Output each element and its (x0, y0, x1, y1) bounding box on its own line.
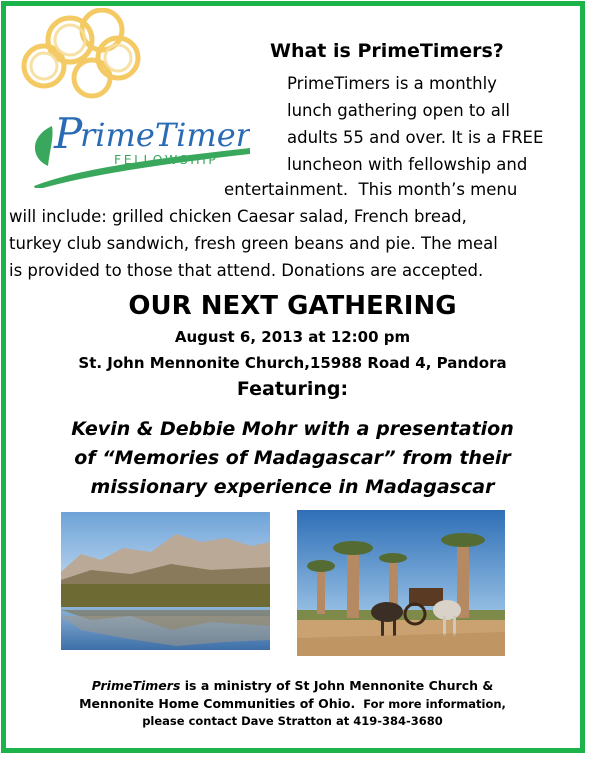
intro-line: luncheon with fellowship and (287, 155, 528, 174)
svg-text:P: P (54, 109, 83, 158)
footer-brand: PrimeTimers (91, 678, 181, 693)
intro-line: is provided to those that attend. Donations are accepted. (9, 261, 484, 280)
page-title: What is PrimeTimers? (270, 40, 504, 62)
mountain-lake-photo (61, 512, 270, 650)
intro-paragraph-top (287, 70, 577, 178)
footer-line-1 (0, 678, 585, 693)
primetimers-logo (10, 8, 250, 188)
presentation-line: of “Memories of Madagascar” from their (74, 447, 511, 469)
footer-line-2 (0, 696, 585, 711)
intro-line: will include: grilled chicken Caesar salad, French bread, (9, 207, 467, 226)
presentation-line: missionary experience in Madagascar (90, 476, 495, 498)
footer-text: Mennonite Home Communities of Ohio. (79, 696, 356, 711)
gathering-date: August 6, 2013 at 12:00 pm (174, 328, 411, 346)
footer-text: is a ministry of St John Mennonite Church & (180, 678, 494, 693)
next-gathering-title: OUR NEXT GATHERING (128, 291, 457, 321)
logo-tagline: FELLOWSHIP (114, 152, 219, 167)
intro-paragraph-bottom (9, 176, 577, 284)
presentation-line: Kevin & Debbie Mohr with a presentation (71, 418, 514, 440)
baobab-oxcart-photo (297, 510, 505, 656)
featuring-heading: Featuring: (236, 378, 349, 400)
footer-contact: please contact Dave Stratton at 419-384-3680 (142, 714, 443, 728)
intro-line: adults 55 and over. It is a FREE (287, 128, 544, 147)
intro-line: turkey club sandwich, fresh green beans and pie. The meal (9, 234, 498, 253)
intro-line: lunch gathering open to all (287, 101, 510, 120)
svg-text:rimeTimers: rimeTimers (80, 116, 250, 154)
footer-text-small: For more information, (355, 697, 506, 711)
intro-line: entertainment. This month’s menu (9, 180, 518, 199)
intro-line: PrimeTimers is a monthly (287, 74, 497, 93)
gathering-location: St. John Mennonite Church,15988 Road 4, Pandora (78, 354, 507, 372)
